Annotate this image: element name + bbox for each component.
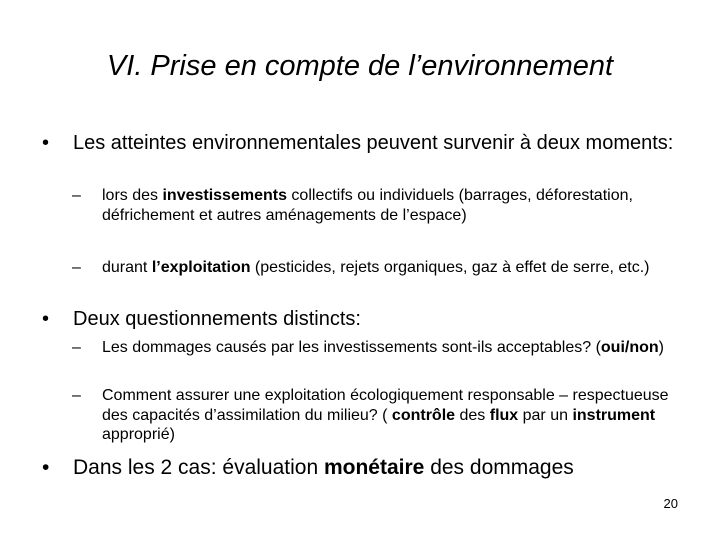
emphasis-text: instrument — [572, 406, 656, 424]
text-span: des dommages — [424, 456, 574, 479]
bullet-marker: • — [42, 456, 50, 479]
sub-bullet-marker: – — [72, 387, 81, 404]
sub-bullet-text — [102, 186, 692, 225]
text-span: approprié) — [102, 426, 175, 443]
text-span: Les dommages causés par les investissements sont-ils acceptables? ( — [102, 339, 601, 356]
sub-bullet-item — [72, 386, 692, 445]
sub-bullet-text — [102, 338, 692, 358]
text-span: (pesticides, rejets organiques, gaz à effet de serre, etc.) — [250, 259, 650, 276]
bullet-item — [42, 308, 682, 331]
bullet-item — [42, 132, 682, 155]
sub-bullet-item — [72, 186, 692, 225]
sub-bullet-item — [72, 258, 692, 278]
text-span: Dans les 2 cas: évaluation — [73, 456, 324, 479]
page-number: 20 — [663, 496, 678, 511]
text-span: lors des — [102, 187, 163, 204]
emphasis-text: l’exploitation — [151, 259, 251, 276]
sub-bullet-marker: – — [72, 187, 81, 204]
sub-bullet-item — [72, 338, 692, 358]
emphasis-text: monétaire — [323, 456, 425, 479]
sub-bullet-marker: – — [72, 339, 81, 356]
emphasis-text: oui/non — [600, 339, 659, 356]
text-span: ) — [658, 339, 664, 356]
bullet-marker: • — [42, 132, 50, 154]
emphasis-text: investissements — [162, 187, 287, 204]
bullet-item — [42, 456, 682, 479]
bullet-text — [73, 456, 682, 479]
bullet-text: Les atteintes environnementales peuvent survenir à deux moments: — [73, 132, 674, 154]
text-span: des — [455, 406, 490, 424]
text-span: par un — [518, 406, 573, 424]
emphasis-text: contrôle — [391, 406, 456, 424]
text-span: durant — [102, 259, 152, 276]
text-span: collectifs ou individuels (barrages, déforestation, défrichement et autres aménagements de l’espace) — [102, 187, 633, 224]
text-span: Comment assurer une exploitation écologiquement responsable – respectueuse des capacités d’assimilation du milieu? ( — [102, 387, 669, 424]
slide-title: VI. Prise en compte de l’environnement — [106, 50, 614, 82]
sub-bullet-text — [102, 258, 692, 278]
sub-bullet-marker: – — [72, 259, 81, 276]
bullet-marker: • — [42, 308, 50, 330]
emphasis-text: flux — [489, 406, 519, 424]
sub-bullet-text — [102, 386, 692, 445]
bullet-text: Deux questionnements distincts: — [73, 308, 361, 330]
